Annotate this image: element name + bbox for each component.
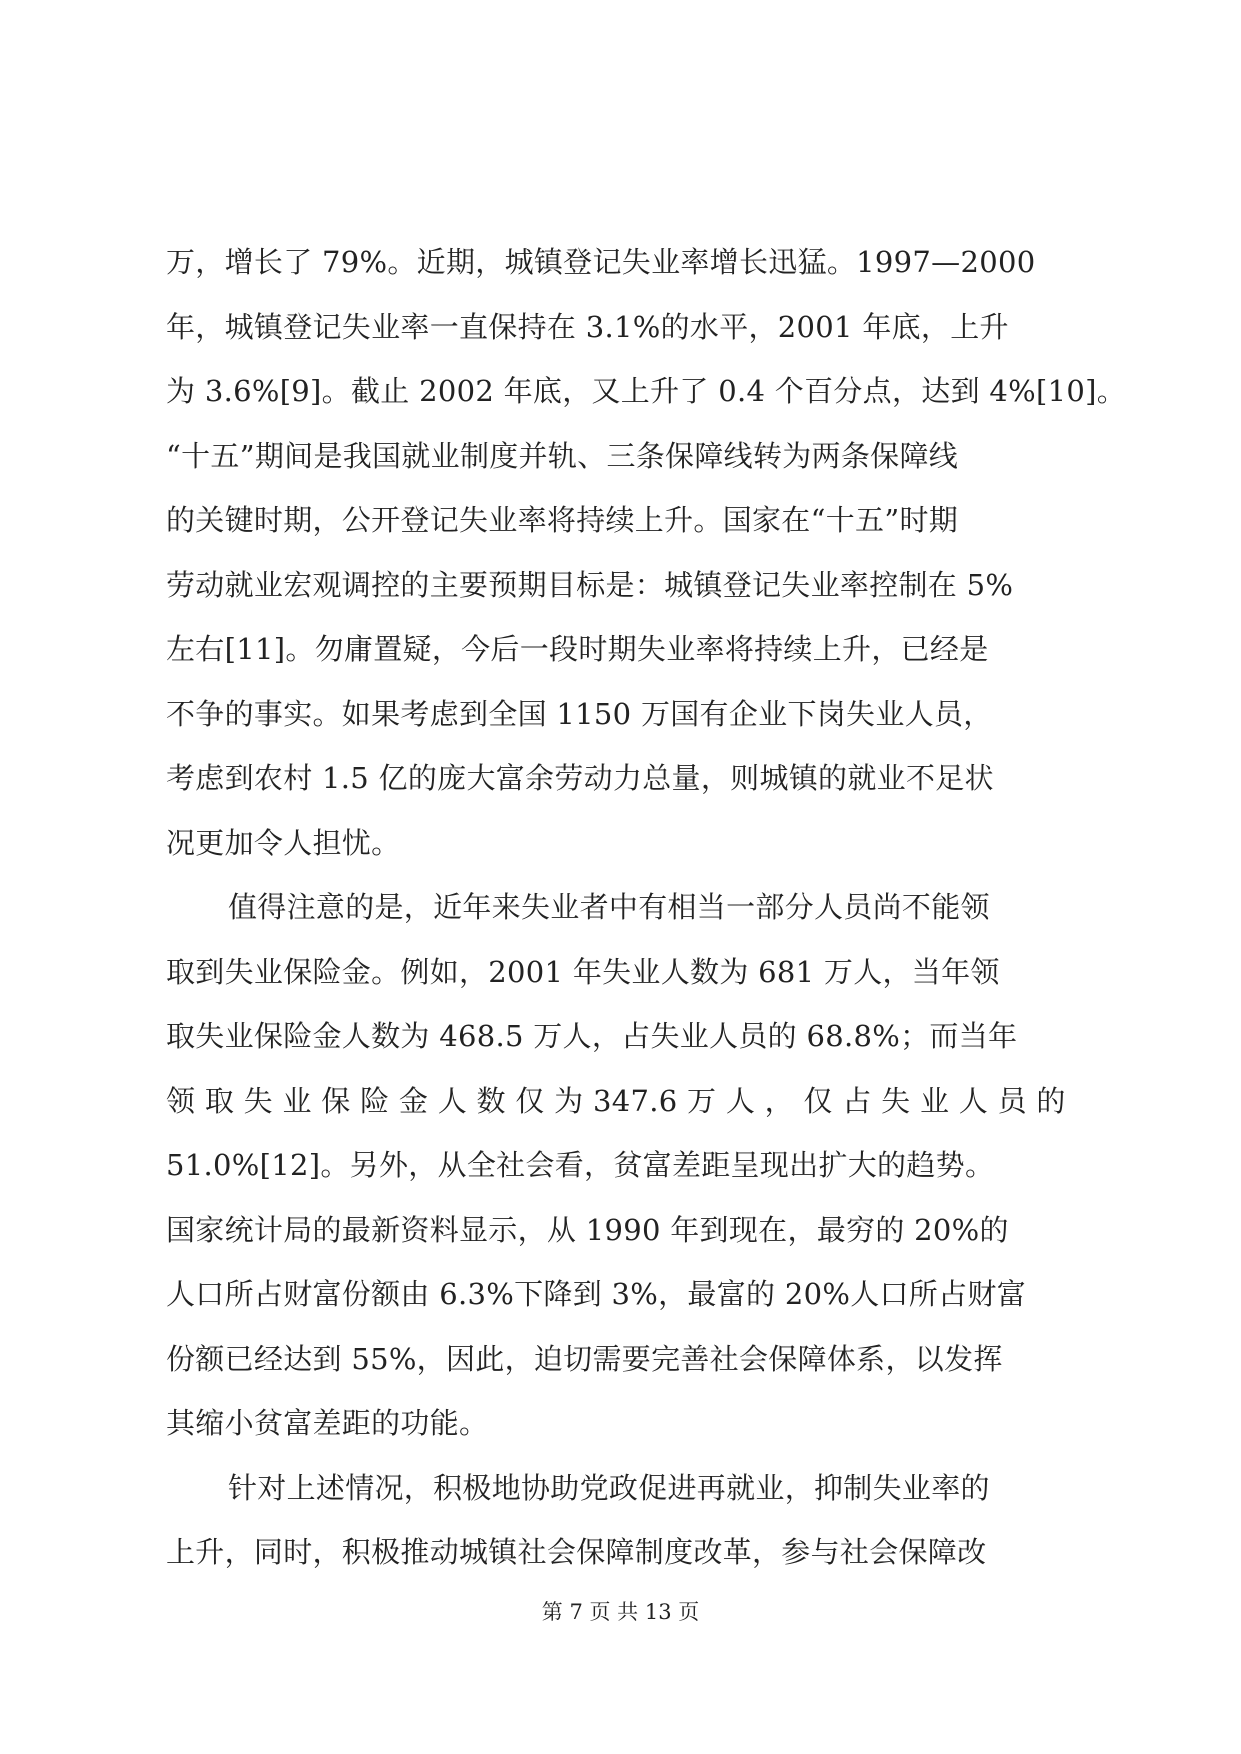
text-line: 为 3.6%[9]。截止 2002 年底，又上升了 0.4 个百分点，达到 4%[10]。 [166,374,1127,408]
text-line: 考虑到农村 1.5 亿的庞大富余劳动力总量，则城镇的就业不足状 [166,761,994,795]
text-line: “十五”期间是我国就业制度并轨、三条保障线转为两条保障线 [166,438,959,473]
text-line: 取失业保险金人数为 468.5 万人，占失业人员的 68.8%；而当年 [166,1019,1018,1053]
body-text [166,230,1127,1585]
text-line: 人口所占财富份额由 6.3%下降到 3%，最富的 20%人口所占财富 [166,1277,1026,1311]
text-line: 份额已经达到 55%，因此，迫切需要完善社会保障体系，以发挥 [166,1341,1003,1376]
paragraph-2 [166,875,1076,1456]
text-line: 况更加令人担忧。 [166,825,401,860]
text-line: 不争的事实。如果考虑到全国 1150 万国有企业下岗失业人员， [166,696,993,731]
text-line: 年，城镇登记失业率一直保持在 3.1%的水平，2001 年底，上升 [166,309,1009,344]
text-line: 万，增长了 79%。近期，城镇登记失业率增长迅猛。1997—2000 [166,245,1036,279]
text-line: 上升，同时，积极推动城镇社会保障制度改革，参与社会保障改 [166,1535,987,1569]
text-line: 针对上述情况，积极地协助党政促进再就业，抑制失业率的 [228,1470,990,1505]
text-line: 51.0%[12]。另外，从全社会看，贫富差距呈现出扩大的趋势。 [166,1148,995,1182]
text-line: 值得注意的是，近年来失业者中有相当一部分人员尚不能领 [228,890,990,924]
paragraph-1 [166,230,1127,875]
page-number-footer: 第 7 页 共 13 页 [541,1600,700,1624]
text-line: 领 取 失 业 保 险 金 人 数 仅 为 347.6 万 人 ， 仅 占 失 业 人 员 的 [166,1083,1066,1118]
text-line: 左右[11]。勿庸置疑，今后一段时期失业率将持续上升，已经是 [166,632,989,666]
text-line: 取到失业保险金。例如，2001 年失业人数为 681 万人，当年领 [166,954,1000,989]
text-line: 其缩小贫富差距的功能。 [166,1406,489,1440]
text-line: 劳动就业宏观调控的主要预期目标是：城镇登记失业率控制在 5% [166,567,1014,602]
text-line: 的关键时期，公开登记失业率将持续上升。国家在“十五”时期 [166,503,959,537]
paragraph-3 [166,1456,1076,1585]
text-line: 国家统计局的最新资料显示，从 1990 年到现在，最穷的 20%的 [166,1212,1009,1247]
